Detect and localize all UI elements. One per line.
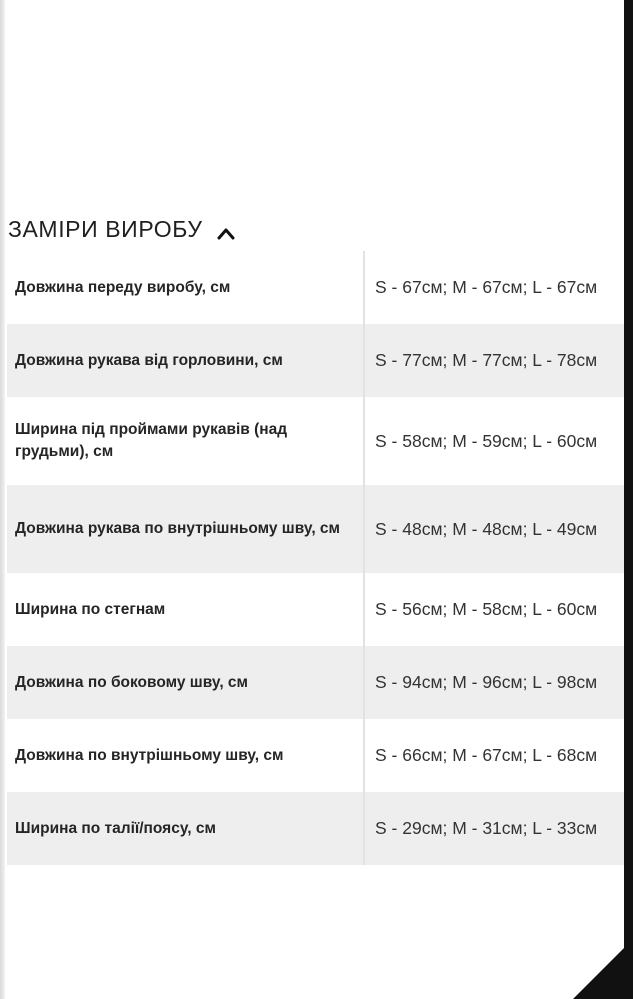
left-edge-shadow — [0, 0, 5, 999]
row-value: S - 58см; M - 59см; L - 60см — [364, 397, 633, 485]
row-value: S - 48см; M - 48см; L - 49см — [364, 485, 633, 573]
row-label: Довжина по боковому шву, см — [7, 646, 364, 719]
section-title: ЗАМІРИ ВИРОБУ — [8, 215, 203, 242]
row-label: Довжина переду виробу, см — [7, 251, 364, 324]
chevron-up-icon[interactable] — [217, 222, 235, 240]
table-row — [7, 251, 633, 324]
measurements-table — [7, 251, 633, 865]
table-row — [7, 792, 633, 865]
device-bezel-corner — [573, 939, 633, 999]
measurements-section-toggle[interactable] — [8, 210, 235, 248]
row-value: S - 56см; M - 58см; L - 60см — [364, 573, 633, 646]
table-row — [7, 397, 633, 485]
row-value: S - 29см; M - 31см; L - 33см — [364, 792, 633, 865]
row-value: S - 77см; M - 77см; L - 78см — [364, 324, 633, 397]
row-label: Довжина рукава від горловини, см — [7, 324, 364, 397]
table-row — [7, 324, 633, 397]
row-label: Довжина рукава по внутрішньому шву, см — [7, 485, 364, 573]
row-label: Ширина під проймами рукавів (над грудьми), см — [7, 397, 364, 485]
table-row — [7, 719, 633, 792]
row-label: Ширина по талії/поясу, см — [7, 792, 364, 865]
row-label: Довжина по внутрішньому шву, см — [7, 719, 364, 792]
row-label: Ширина по стегнам — [7, 573, 364, 646]
table-row — [7, 485, 633, 573]
table-row — [7, 646, 633, 719]
row-value: S - 94см; M - 96см; L - 98см — [364, 646, 633, 719]
device-bezel-right — [624, 0, 633, 999]
row-value: S - 67см; M - 67см; L - 67см — [364, 251, 633, 324]
row-value: S - 66см; M - 67см; L - 68см — [364, 719, 633, 792]
table-row — [7, 573, 633, 646]
